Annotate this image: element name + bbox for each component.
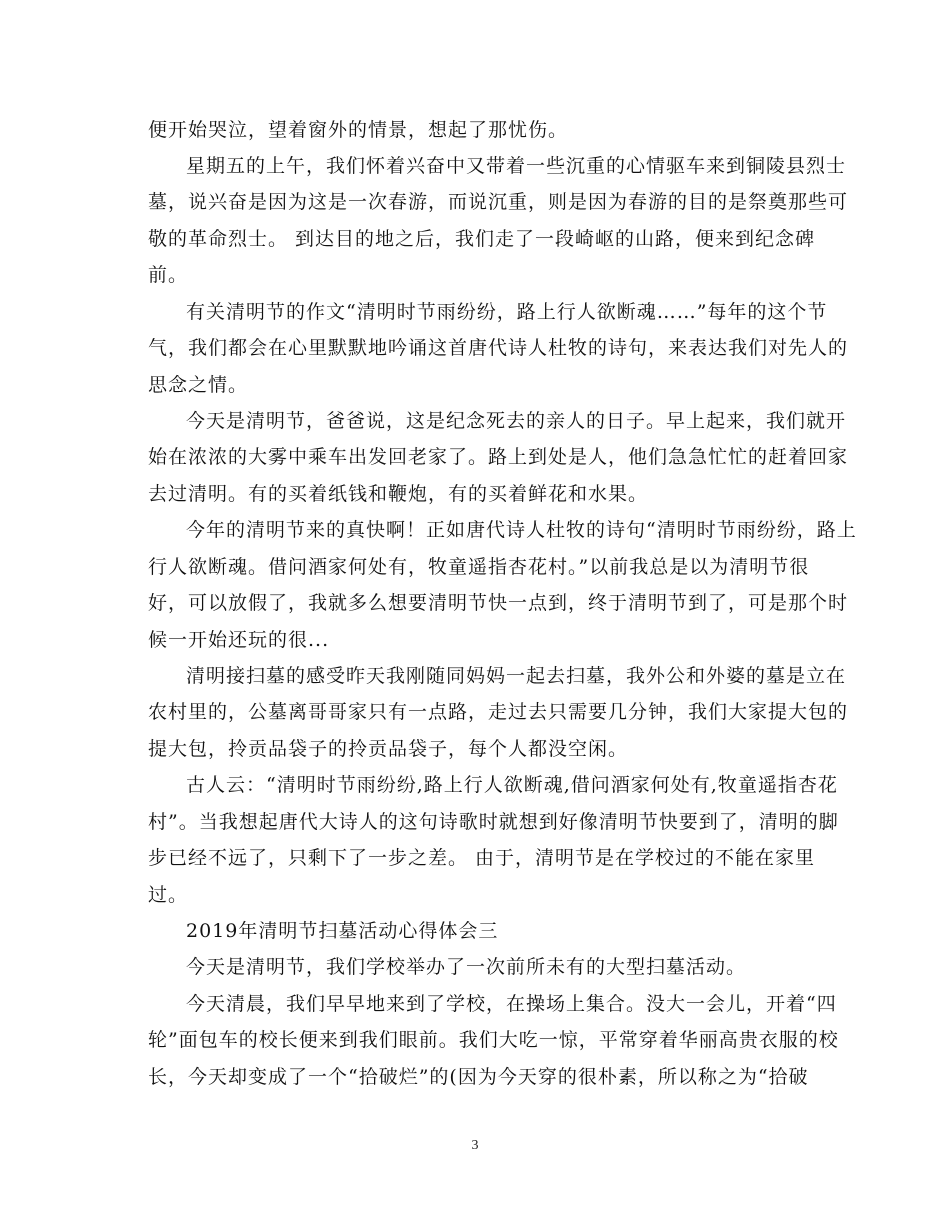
text-line: 长，今天却变成了一个“拾破烂”的(因为今天穿的很朴素，所以称之为“拾破 (148, 1066, 809, 1088)
paragraph-first-line: 今天清晨，我们早早地来到了学校，在操场上集合。没大一会儿，开着“四 (186, 993, 837, 1015)
section-heading: 2019年清明节扫墓活动心得体会三 (186, 920, 499, 942)
paragraph-first-line: 清明接扫墓的感受昨天我刚随同妈妈一起去扫墓，我外公和外婆的墓是立在 (186, 665, 847, 687)
text-line: 便开始哭泣，望着窗外的情景，想起了那忧伤。 (148, 119, 569, 141)
text-line: 提大包，拎贡品袋子的拎贡品袋子，每个人都没空闲。 (148, 738, 629, 760)
page-number: 3 (471, 1138, 479, 1153)
text-line: 思念之情。 (148, 374, 249, 396)
text-line: 气，我们都会在心里默默地吟诵这首唐代诗人杜牧的诗句，来表达我们对先人的 (148, 337, 849, 359)
text-line: 行人欲断魂。借问酒家何处有，牧童遥指杏花村。”以前我总是以为清明节很 (148, 556, 810, 578)
paragraph-first-line: 今年的清明节来的真快啊！正如唐代诗人杜牧的诗句“清明时节雨纷纷，路上 (186, 519, 857, 541)
text-line: 农村里的，公墓离哥哥家只有一点路，走过去只需要几分钟，我们大家提大包的 (148, 701, 849, 723)
text-line: 候一开始还玩的很... (148, 629, 330, 651)
text-line: 去过清明。有的买着纸钱和鞭炮，有的买着鲜花和水果。 (148, 483, 649, 505)
paragraph-first-line: 古人云：“清明时节雨纷纷,路上行人欲断魂,借问酒家何处有,牧童遥指杏花 (186, 774, 838, 796)
text-line: 步已经不远了，只剩下了一步之差。 由于，清明节是在学校过的不能在家里 (148, 847, 816, 869)
text-line: 前。 (148, 264, 189, 286)
text-line: 好，可以放假了，我就多么想要清明节快一点到，终于清明节到了，可是那个时 (148, 592, 849, 614)
paragraph-first-line: 今天是清明节，爸爸说，这是纪念死去的亲人的日子。早上起来，我们就开 (186, 410, 847, 432)
text-line: 始在浓浓的大雾中乘车出发回老家了。路上到处是人，他们急急忙忙的赶着回家 (148, 446, 849, 468)
text-line: 敬的革命烈士。 到达目的地之后，我们走了一段崎岖的山路，便来到纪念碑 (148, 228, 816, 250)
paragraph-first-line: 星期五的上午，我们怀着兴奋中又带着一些沉重的心情驱车来到铜陵县烈士 (186, 155, 847, 177)
text-line: 过。 (148, 884, 189, 906)
text-line: 轮”面包车的校长便来到我们眼前。我们大吃一惊，平常穿着华丽高贵衣服的校 (148, 1029, 839, 1051)
text-line: 村”。当我想起唐代大诗人的这句诗歌时就想到好像清明节快要到了，清明的脚 (148, 811, 839, 833)
paragraph-first-line: 有关清明节的作文“清明时节雨纷纷，路上行人欲断魂……”每年的这个节 (186, 301, 828, 323)
paragraph-first-line: 今天是清明节，我们学校举办了一次前所未有的大型扫墓活动。 (186, 956, 747, 978)
text-line: 墓，说兴奋是因为这是一次春游，而说沉重，则是因为春游的目的是祭奠那些可 (148, 191, 849, 213)
